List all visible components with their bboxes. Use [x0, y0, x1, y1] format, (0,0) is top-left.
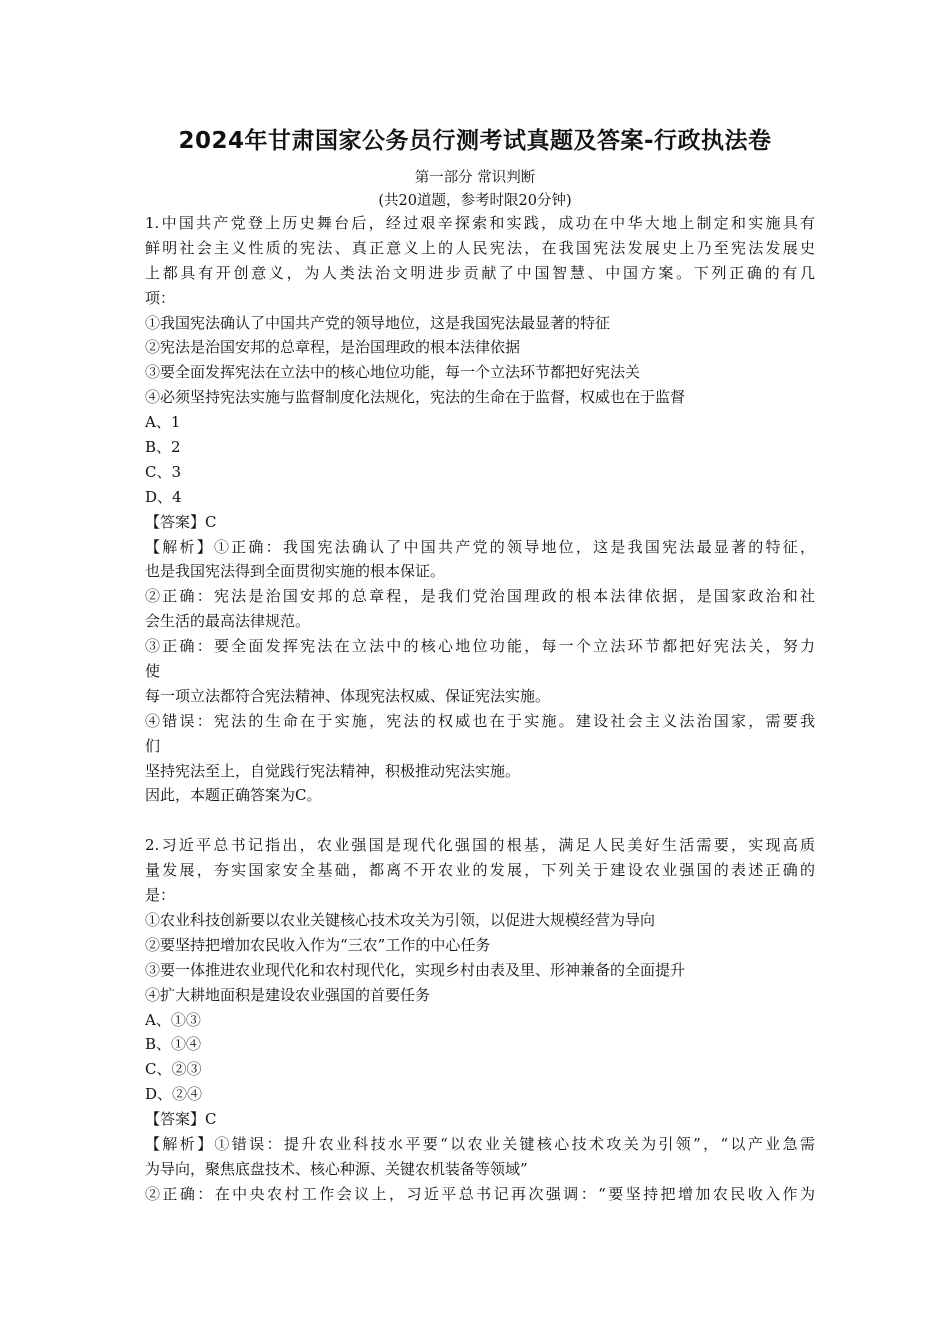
text-line: ②宪法是治国安邦的总章程，是治国理政的根本法律依据 [145, 338, 521, 357]
text-line: D、②④ [145, 1085, 203, 1104]
part-note: (共20道题，参考时限20分钟) [378, 193, 572, 209]
text-line: ②要坚持把增加农民收入作为“三农”工作的中心任务 [145, 935, 491, 954]
text-line: 也是我国宪法得到全面贯彻实施的根本保证。 [145, 562, 446, 581]
text-line: B、①④ [145, 1035, 202, 1054]
text-line: C、3 [145, 462, 182, 481]
text-line: ④扩大耕地面积是建设农业强国的首要任务 [145, 985, 431, 1004]
text-line: 是： [145, 886, 176, 905]
text-line: 【答案】C [145, 512, 217, 531]
text-line: 每一项立法都符合宪法精神、体现宪法权威、保证宪法实施。 [145, 686, 551, 705]
text-line: ③要一体推进农业现代化和农村现代化，实现乡村由表及里、形神兼备的全面提升 [145, 960, 686, 979]
text-line: C、②③ [145, 1060, 202, 1079]
text-line: A、①③ [145, 1010, 201, 1029]
text-line: 会生活的最高法律规范。 [145, 612, 311, 631]
text-line: ①农业科技创新要以农业关键核心技术攻关为引领，以促进大规模经营为导向 [145, 910, 656, 929]
text-line: 【答案】C [145, 1110, 217, 1129]
text-line: B、2 [145, 438, 181, 457]
part-title: 第一部分 常识判断 [414, 170, 536, 186]
document-title: 2024年甘肃国家公务员行测考试真题及答案-行政执法卷 [178, 128, 772, 154]
blank-line [145, 808, 815, 833]
text-line: 坚持宪法至上，自觉践行宪法精神，积极推动宪法实施。 [145, 761, 521, 780]
text-line: ④必须坚持宪法实施与监督制度化法规化，宪法的生命在于监督，权威也在于监督 [145, 388, 686, 407]
text-line: ①我国宪法确认了中国共产党的领导地位，这是我国宪法最显著的特征 [145, 313, 611, 332]
text-line: 鲜明社会主义性质的宪法、真正意义上的人民宪法，在我国宪法发展史上乃至宪法发展史 [145, 238, 815, 257]
text-line: 项： [145, 288, 176, 307]
body-text [145, 211, 815, 1207]
text-line: A、1 [145, 413, 181, 432]
text-line: D、4 [145, 487, 182, 506]
text-line: ③要全面发挥宪法在立法中的核心地位功能，每一个立法环节都把好宪法关 [145, 363, 641, 382]
text-line: ②正确：在中央农村工作会议上，习近平总书记再次强调：“要坚持把增加农民收入作为 [145, 1184, 815, 1203]
text-line: 因此，本题正确答案为C。 [145, 786, 322, 805]
text-line: 【解析】①错误：提升农业科技水平要“以农业关键核心技术攻关为引领”，“以产业急需 [145, 1134, 815, 1153]
text-line: 使 [145, 662, 161, 681]
text-line: ②正确：宪法是治国安邦的总章程，是我们党治国理政的根本法律依据，是国家政治和社 [145, 587, 815, 606]
text-line: 上都具有开创意义，为人类法治文明进步贡献了中国智慧、中国方案。下列正确的有几 [145, 263, 815, 282]
text-line: ③正确：要全面发挥宪法在立法中的核心地位功能，每一个立法环节都把好宪法关，努力 [145, 637, 815, 656]
text-line: 1.中国共产党登上历史舞台后，经过艰辛探索和实践，成功在中华大地上制定和实施具有 [145, 214, 815, 232]
text-line: 量发展，夯实国家安全基础，都离不开农业的发展，下列关于建设农业强国的表述正确的 [145, 861, 815, 880]
text-line: 2.习近平总书记指出，农业强国是现代化强国的根基，满足人民美好生活需要，实现高质 [145, 836, 815, 855]
text-line: 为导向，聚焦底盘技术、核心种源、关键农机装备等领域” [145, 1159, 528, 1178]
text-line: 们 [145, 736, 161, 755]
text-line: ④错误：宪法的生命在于实施，宪法的权威也在于实施。建设社会主义法治国家，需要我 [145, 711, 815, 730]
text-line: 【解析】①正确：我国宪法确认了中国共产党的领导地位，这是我国宪法最显著的特征， [145, 537, 815, 556]
